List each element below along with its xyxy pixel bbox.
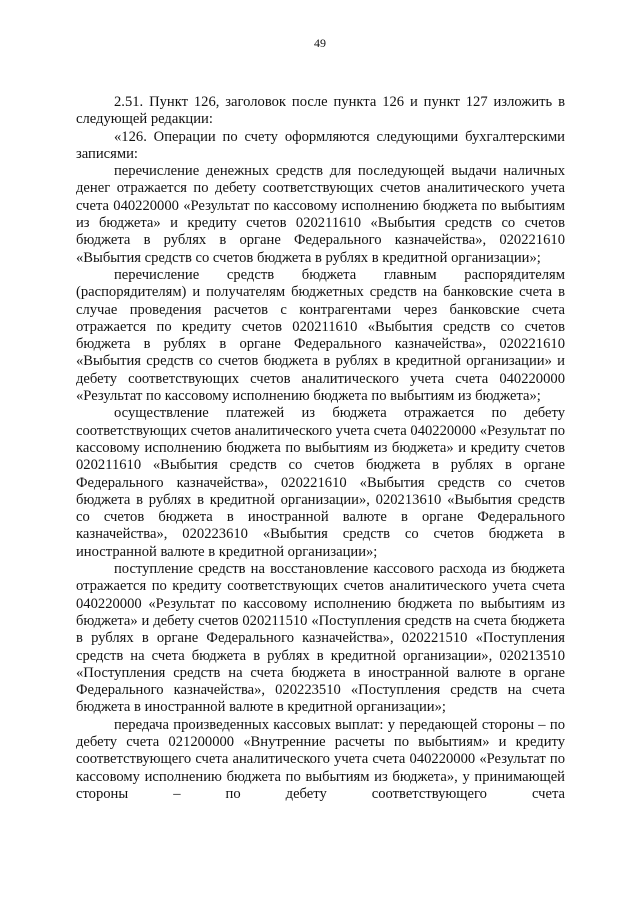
paragraph-amendment-intro: 2.51. Пункт 126, заголовок после пункта 126 и пункт 127 изложить в следующей редакции: bbox=[76, 94, 565, 128]
paragraph-expense-restoration: поступление средств на восстановление кассового расхода из бюджета отражается по кредиту соответствующих счетов аналитического учета счета 040220000 «Результат по кассовому исполнению бюджета по выбытиям из бюджета» и дебету счетов 020211510 «Поступления средств на счета бюджета в рублях в органе Федерального казначейства», 020221510 «Поступления средств на счета бюджета в рублях в кредитной организации», 020213510 «Поступления средств на счета бюджета в иностранной валюте в органе Федерального казначейства», 020223510 «Поступления средств на счета бюджета в иностранной валюте в кредитной организации»; bbox=[76, 561, 565, 716]
paragraph-payments: осуществление платежей из бюджета отражается по дебету соответствующих счетов аналитического учета счета 040220000 «Результат по кассовому исполнению бюджета по выбытиям из бюджета» и кредиту счетов 020211610 «Выбытия средств со счетов бюджета в рублях в органе Федерального казначейства», 020221610 «Выбытия средств со счетов бюджета в рублях в кредитной организации», 020213610 «Выбытия средств со счетов бюджета в иностранной валюте в органе Федерального казначейства», 020223610 «Выбытия средств со счетов бюджета в иностранной валюте в кредитной организации»; bbox=[76, 405, 565, 560]
paragraph-item-126: «126. Операции по счету оформляются следующими бухгалтерскими записями: bbox=[76, 128, 565, 162]
page-number: 49 bbox=[314, 36, 326, 50]
paragraph-budget-transfer: перечисление средств бюджета главным распорядителям (распорядителям) и получателям бюджетных средств на банковские счета в случае проведения расчетов с контрагентами через банковские счета отражается по кредиту счетов 020211610 «Выбытия средств со счетов бюджета в рублях в органе Федерального казначейства», 020221610 «Выбытия средств со счетов бюджета в рублях в кредитной организации» и дебету соответствующих счетов аналитического учета счета 040220000 «Результат по кассовому исполнению бюджета по выбытиям из бюджета»; bbox=[76, 266, 565, 405]
document-body bbox=[76, 94, 565, 803]
paragraph-cash-transfer: перечисление денежных средств для последующей выдачи наличных денег отражается по дебету соответствующих счетов аналитического учета счета 040220000 «Результат по кассовому исполнению бюджета по выбытиям из бюджета» и кредиту счетов 020211610 «Выбытия средств со счетов бюджета в рублях в органе Федерального казначейства», 020221610 «Выбытия средств со счетов бюджета в рублях в кредитной организации»; bbox=[76, 163, 565, 266]
paragraph-payments-transfer: передача произведенных кассовых выплат: у передающей стороны – по дебету счета 021200000 «Внутренние расчеты по выбытиям» и кредиту соответствующего счета аналитического учета счета 040220000 «Результат по кассовому исполнению бюджета по выбытиям из бюджета», у принимающей стороны – по дебету соответствующего счета bbox=[76, 716, 565, 802]
